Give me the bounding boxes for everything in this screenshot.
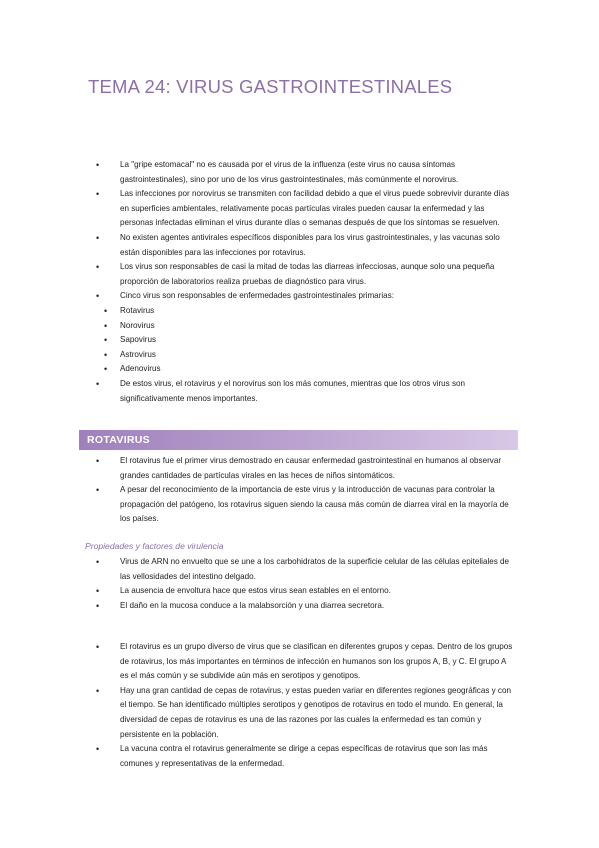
- list-item: • Las infecciones por norovirus se transmiten con facilidad debido a que el virus puede sobrevivir durante días en superficies ambientales, relativamente pocas partículas virales pueden causar la enfermedad y las personas infectadas eliminan el virus durante días o semanas después de que los síntomas se resuelven.: [108, 187, 516, 231]
- list-item: • No existen agentes antivirales específicos disponibles para los virus gastrointestinales, y las vacunas solo están disponibles para las infecciones por rotavirus.: [108, 231, 516, 260]
- list-item: • Virus de ARN no envuelto que se une a los carbohidratos de la superficie celular de las células epiteliales de las vellosidades del intestino delgado.: [108, 555, 516, 584]
- section-header-bar: [79, 430, 518, 450]
- list-item: • El rotavirus fue el primer virus demostrado en causar enfermedad gastrointestinal en humanos al observar grandes cantidades de partículas virales en las heces de niños sintomáticos.: [108, 454, 516, 483]
- virus-item: • Sapovirus: [120, 333, 516, 348]
- rotavirus-list: [108, 454, 516, 527]
- section-heading: ROTAVIRUS: [87, 434, 150, 446]
- intro-list: [108, 158, 516, 406]
- list-item: • Los virus son responsables de casi la mitad de todas las diarreas infecciosas, aunque solo una pequeña proporción de laboratorios realiza pruebas de diagnóstico para virus.: [108, 260, 516, 289]
- list-item: • De estos virus, el rotavirus y el norovirus son los más comunes, mientras que los otros virus son significativamente menos importantes.: [108, 377, 516, 406]
- list-item: • La vacuna contra el rotavirus generalmente se dirige a cepas específicas de rotavirus que son las más comunes y representativas de la enfermedad.: [108, 742, 516, 771]
- list-item: [108, 289, 516, 377]
- virus-item: • Rotavirus: [120, 304, 516, 319]
- subheading: Propiedades y factores de virulencia: [85, 541, 224, 551]
- virus-item: • Adenovirus: [120, 362, 516, 377]
- page-title: TEMA 24: VIRUS GASTROINTESTINALES: [88, 76, 453, 97]
- list-item: • La "gripe estomacal" no es causada por el virus de la influenza (este virus no causa síntomas gastrointestinales), sino por uno de los virus gastrointestinales, más comúnmente el norovirus.: [108, 158, 516, 187]
- types-list: [108, 640, 516, 771]
- virus-item: • Astrovirus: [120, 348, 516, 363]
- list-item-text: Cinco virus son responsables de enfermedades gastrointestinales primarias:: [120, 291, 394, 301]
- virus-sublist: [120, 304, 516, 377]
- list-item: • El daño en la mucosa conduce a la malabsorción y una diarrea secretora.: [108, 599, 516, 614]
- list-item: • Hay una gran cantidad de cepas de rotavirus, y estas pueden variar en diferentes regiones geográficas y con el tiempo. Se han identificado múltiples serotipos y genotipos de rotavirus en todo el mundo. En general, la diversidad de cepas de rotavirus es una de las razones por las cuales la enfermedad es tan común y persistente en la población.: [108, 684, 516, 742]
- properties-list: [108, 555, 516, 613]
- virus-item: • Norovirus: [120, 319, 516, 334]
- list-item: • A pesar del reconocimiento de la importancia de este virus y la introducción de vacunas para controlar la propagación del patógeno, los rotavirus siguen siendo la causa más común de diarrea viral en la mayoría de los países.: [108, 483, 516, 527]
- list-item: • El rotavirus es un grupo diverso de virus que se clasifican en diferentes grupos y cepas. Dentro de los grupos de rotavirus, los más importantes en términos de infección en humanos son los grupos A, B, y C. El grupo A es el más común y se subdivide aún más en serotipos y genotipos.: [108, 640, 516, 684]
- list-item: • La ausencia de envoltura hace que estos virus sean estables en el entorno.: [108, 584, 516, 599]
